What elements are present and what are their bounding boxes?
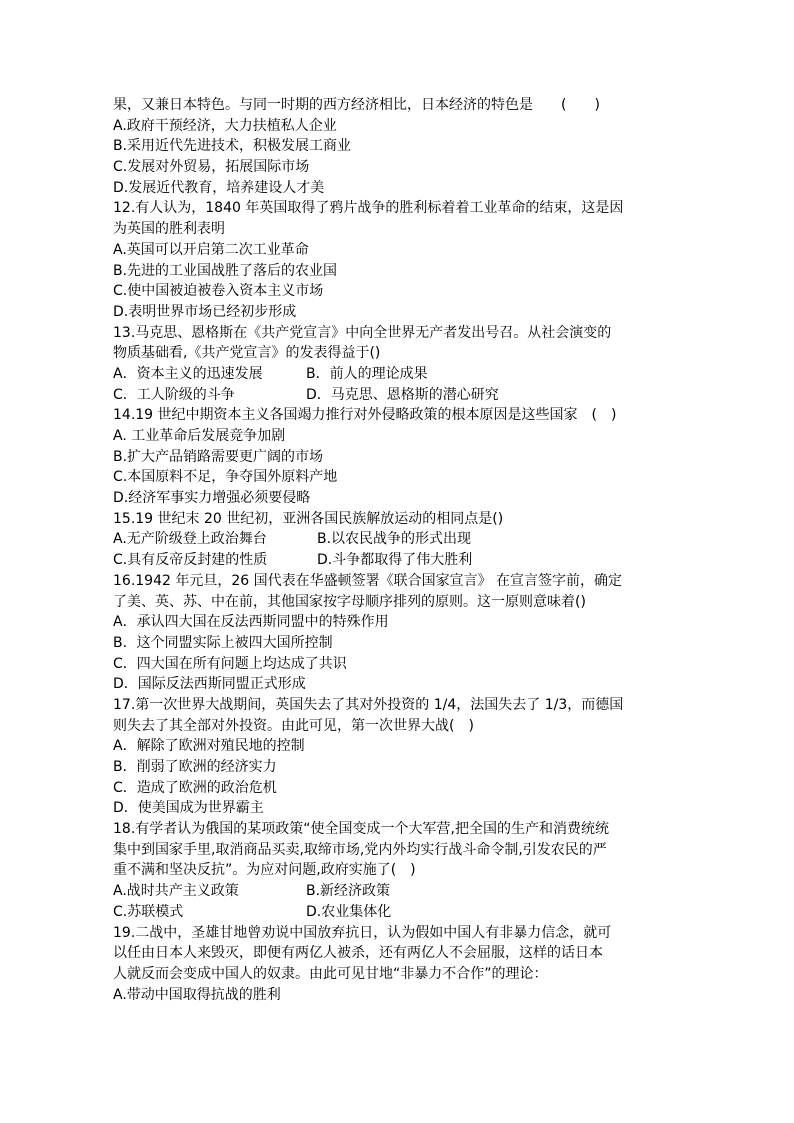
- question-15: [113, 509, 683, 571]
- option-c: C．工人阶级的斗争: [113, 386, 235, 403]
- option-a: A．解除了欧洲对殖民地的控制: [113, 738, 305, 755]
- option-a: A.无产阶级登上政治舞台: [113, 531, 267, 548]
- option-a: A.英国可以开启第二次工业革命: [113, 241, 309, 258]
- option-c: C.苏联模式: [113, 903, 184, 920]
- option-b: B.新经济政策: [306, 883, 391, 900]
- question-stem: 为英国的胜利表明: [113, 221, 225, 238]
- question-stem: 集中到国家手里,取消商品买卖,取缔市场,党内外均实行战斗命令制,引发农民的严: [113, 841, 607, 858]
- option-c: C.本国原料不足，争夺国外原料产地: [113, 469, 338, 486]
- option-d: D．马克思、恩格斯的潜心研究: [306, 386, 499, 403]
- option-b: B.扩大产品销路需要更广阔的市场: [113, 448, 324, 465]
- option-d: D.斗争都取得了伟大胜利: [317, 552, 473, 569]
- option-d: D.表明世界市场已经初步形成: [113, 303, 297, 320]
- option-a: A. 工业革命后发展竞争加剧: [113, 428, 286, 444]
- option-d: D．使美国成为世界霸主: [113, 800, 264, 817]
- option-a: A.战时共产主义政策: [113, 883, 239, 900]
- option-c: C．四大国在所有问题上均达成了共识: [113, 655, 347, 672]
- question-stem: 14.19 世纪中期资本主义各国竭力推行对外侵略政策的根本原因是这些国家 ( ): [113, 407, 617, 424]
- option-b: B．前人的理论成果: [306, 365, 428, 382]
- question-14: [113, 405, 683, 508]
- question-stem: 17.第一次世界大战期间，英国失去了其对外投资的 1/4，法国失去了 1/3，而德国: [113, 696, 624, 713]
- question-stem: 了美、英、苏、中在前，其他国家按字母顺序排列的原则。这一原则意味着(): [113, 593, 586, 610]
- exam-page: [113, 95, 683, 1005]
- question-stem: 19.二战中，圣雄甘地曾劝说中国放弃抗日，认为假如中国人有非暴力信念，就可: [113, 924, 612, 941]
- question-12: [113, 198, 683, 322]
- question-stem: 果，又兼日本特色。与同一时期的西方经济相比，日本经济的特色是 ( ): [113, 97, 600, 113]
- question-11: [113, 95, 683, 198]
- question-13: [113, 323, 683, 406]
- option-c: C．造成了欧洲的政治危机: [113, 779, 277, 796]
- option-b: B.采用近代先进技术，积极发展工商业: [113, 138, 352, 155]
- option-a: A．承认四大国在反法西斯同盟中的特殊作用: [113, 614, 389, 631]
- option-b: B．削弱了欧洲的经济实力: [113, 759, 277, 775]
- option-c: C.发展对外贸易，拓展国际市场: [113, 159, 310, 176]
- option-d: D.经济军事实力增强必须要侵略: [113, 490, 311, 507]
- option-b: B．这个同盟实际上被四大国所控制: [113, 634, 333, 651]
- question-stem: 13.马克思、恩格斯在《共产党宣言》中向全世界无产者发出号召。从社会演变的: [113, 324, 612, 341]
- question-18: [113, 819, 683, 922]
- question-17: [113, 695, 683, 819]
- option-b: B.先进的工业国战胜了落后的农业国: [113, 262, 338, 279]
- option-b: B.以农民战争的形式出现: [317, 531, 472, 548]
- question-16: [113, 571, 683, 695]
- question-stem: 重不满和坚决反抗”。为应对问题,政府实施了( ): [113, 862, 416, 879]
- question-stem: 以任由日本人来毁灭，即便有两亿人被杀，还有两亿人不会屈服，这样的话日本: [113, 945, 603, 962]
- option-a: A．资本主义的迅速发展: [113, 365, 263, 382]
- question-stem: 人就反而会变成中国人的奴隶。由此可见甘地“非暴力不合作”的理论：: [113, 965, 548, 982]
- option-c: C.使中国被迫被卷入资本主义市场: [113, 283, 324, 300]
- option-d: D.农业集体化: [306, 903, 392, 920]
- question-19: [113, 923, 683, 1006]
- question-stem: 物质基础看,《共产党宣言》的发表得益于(): [113, 345, 381, 362]
- question-stem: 16.1942 年元旦，26 国代表在华盛顿签署《联合国家宣言》 在宣言签字前，确定: [113, 572, 623, 589]
- option-a: A.带动中国取得抗战的胜利: [113, 986, 281, 1003]
- question-stem: 则失去了其全部对外投资。由此可见，第一次世界大战( ): [113, 717, 474, 734]
- option-a: A.政府干预经济，大力扶植私人企业: [113, 117, 337, 134]
- question-stem: 18.有学者认为俄国的某项政策“使全国变成一个大军营,把全国的生产和消费统统: [113, 821, 609, 838]
- option-d: D.发展近代教育，培养建设人才美: [113, 179, 325, 196]
- question-stem: 15.19 世纪末 20 世纪初，亚洲各国民族解放运动的相同点是(): [113, 510, 504, 527]
- option-d: D．国际反法西斯同盟正式形成: [113, 676, 306, 693]
- option-c: C.具有反帝反封建的性质: [113, 552, 268, 569]
- question-stem: 12.有人认为，1840 年英国取得了鸦片战争的胜利标着着工业革命的结束，这是因: [113, 200, 624, 217]
